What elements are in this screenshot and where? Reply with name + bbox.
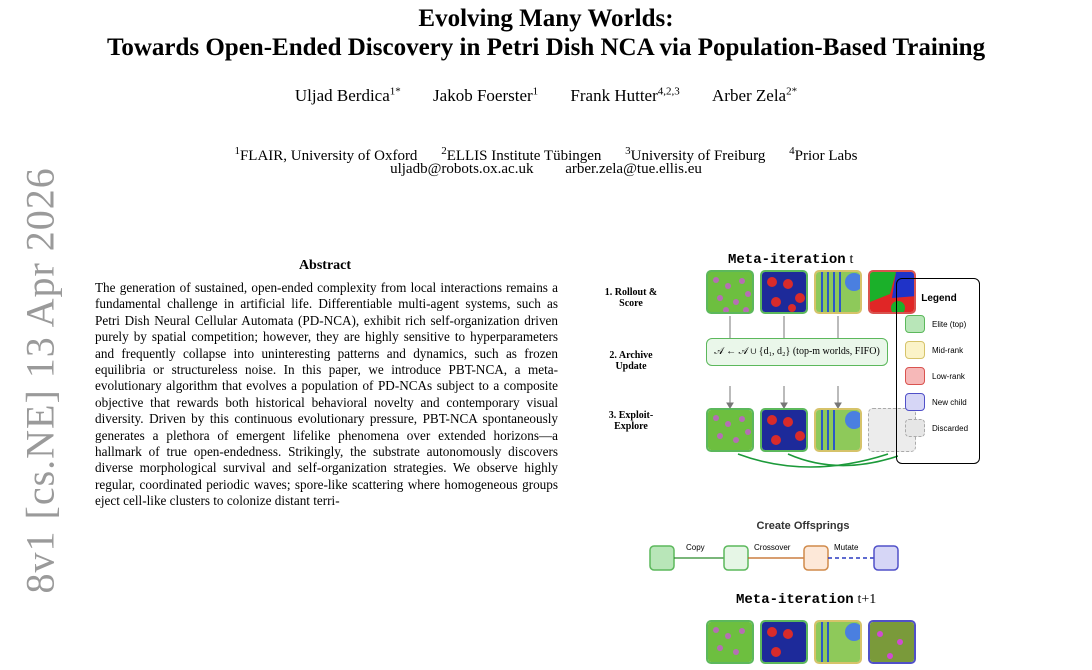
arxiv-stamp: 8v1 [cs.NE] 13 Apr 2026 <box>17 167 63 594</box>
legend-label: Mid-rank <box>932 346 964 355</box>
op-mutate-label: Mutate <box>834 543 859 552</box>
meta-iteration-t-label: Meta-iteration t <box>728 252 854 268</box>
legend-label: Elite (top) <box>932 320 967 329</box>
stage-exploit-label: 3. Exploit-Explore <box>608 410 654 432</box>
texture-blob-icon <box>762 410 808 452</box>
world-tile-elite <box>760 408 808 452</box>
affiliation: $^4$Prior Labs <box>789 145 858 164</box>
legend-title: Legend <box>921 293 957 304</box>
texture-stripes-icon <box>816 410 862 452</box>
figure-legend <box>896 278 980 464</box>
texture-noise-icon <box>708 622 754 664</box>
op-crossover-label: Crossover <box>754 543 791 552</box>
world-tile-elite <box>706 408 754 452</box>
legend-label: Low-rank <box>932 372 965 381</box>
legend-swatch-elite <box>905 315 925 333</box>
author: Arber Zela$^{2*}$ <box>712 85 798 105</box>
op-copy-label: Copy <box>686 543 705 552</box>
world-tile-mid <box>814 620 862 664</box>
world-tile-mid <box>814 408 862 452</box>
stage-rollout-label: 1. Rollout & Score <box>604 287 658 309</box>
method-figure <box>588 240 1088 670</box>
author: Uljad Berdica$^{1*}$ <box>294 85 401 105</box>
texture-noise-icon <box>870 622 916 664</box>
title-line-2: Towards Open-Ended Discovery in Petri Dish NCA via Population-Based Training <box>106 34 986 61</box>
world-tile-child <box>868 620 916 664</box>
legend-swatch-low <box>905 367 925 385</box>
author: Frank Hutter$^{4,2,3}$ <box>570 85 680 105</box>
title-line-1: Evolving Many Worlds: <box>418 5 674 32</box>
abstract-heading: Abstract <box>298 258 352 273</box>
legend-swatch-discarded <box>905 419 925 437</box>
create-offsprings-label: Create Offsprings <box>756 520 850 532</box>
texture-noise-icon <box>708 410 754 452</box>
paper-title <box>0 4 1092 62</box>
affiliation: $^3$University of Freiburg <box>625 145 766 164</box>
emails <box>0 161 1092 178</box>
email[interactable]: uljadb@robots.ox.ac.uk <box>390 161 534 177</box>
meta-iteration-t1-label: Meta-iteration t+1 <box>736 592 877 608</box>
offspring-pipeline <box>588 540 908 580</box>
author: Jakob Foerster$^1$ <box>433 85 539 105</box>
legend-swatch-mid <box>905 341 925 359</box>
legend-label: New child <box>932 398 967 407</box>
world-tile-elite <box>706 620 754 664</box>
archive-update-box: 𝒜 ← 𝒜 ∪ {d₁, d₂} (top-m worlds, FIFO) <box>706 338 888 366</box>
affiliation: $^1$FLAIR, University of Oxford <box>234 145 418 164</box>
legend-label: Discarded <box>932 424 969 433</box>
author-list <box>0 85 1092 106</box>
texture-stripes-icon <box>816 622 862 664</box>
affiliation: $^2$ELLIS Institute Tübingen <box>441 145 602 164</box>
texture-blob-icon <box>762 622 808 664</box>
world-tile-elite <box>760 620 808 664</box>
abstract-text: The generation of sustained, open-ended complexity from local interactions remains a fundamental challenge in artificial life. Differentiable multi-agent systems, such as Petri Dish Neural Cellular Automata (PD-NCA), exhibit rich self-organization driven purely by spatial competition; however, they are highly sensitive to hyperparameters and frequently collapse into uninteresting patterns and dynamics, such as frozen equilibria or structureless noise. In this paper, we introduce PBT-NCA, a meta-evolutionary algorithm that evolves a population of PD-NCAs subject to a composite objective that rewards both historical behavioral novelty and contemporary visual diversity. Driven by this continuous evolutionary pressure, PBT-NCA spontaneously generates a plethora of emergent lifelike phenomena over extended horizons—a hallmark of true open-endedness. Strikingly, the substrate autonomously discovers diverse morphological survival and self-organization strategies. We observe highly regular, coordinated periodic waves; spore-like scattering where homogeneous groups eject cell-like clusters to colonize distant terri- <box>95 280 558 509</box>
legend-swatch-child <box>905 393 925 411</box>
email[interactable]: arber.zela@tue.ellis.eu <box>565 161 702 177</box>
stage-archive-label: 2. Archive Update <box>609 350 653 372</box>
